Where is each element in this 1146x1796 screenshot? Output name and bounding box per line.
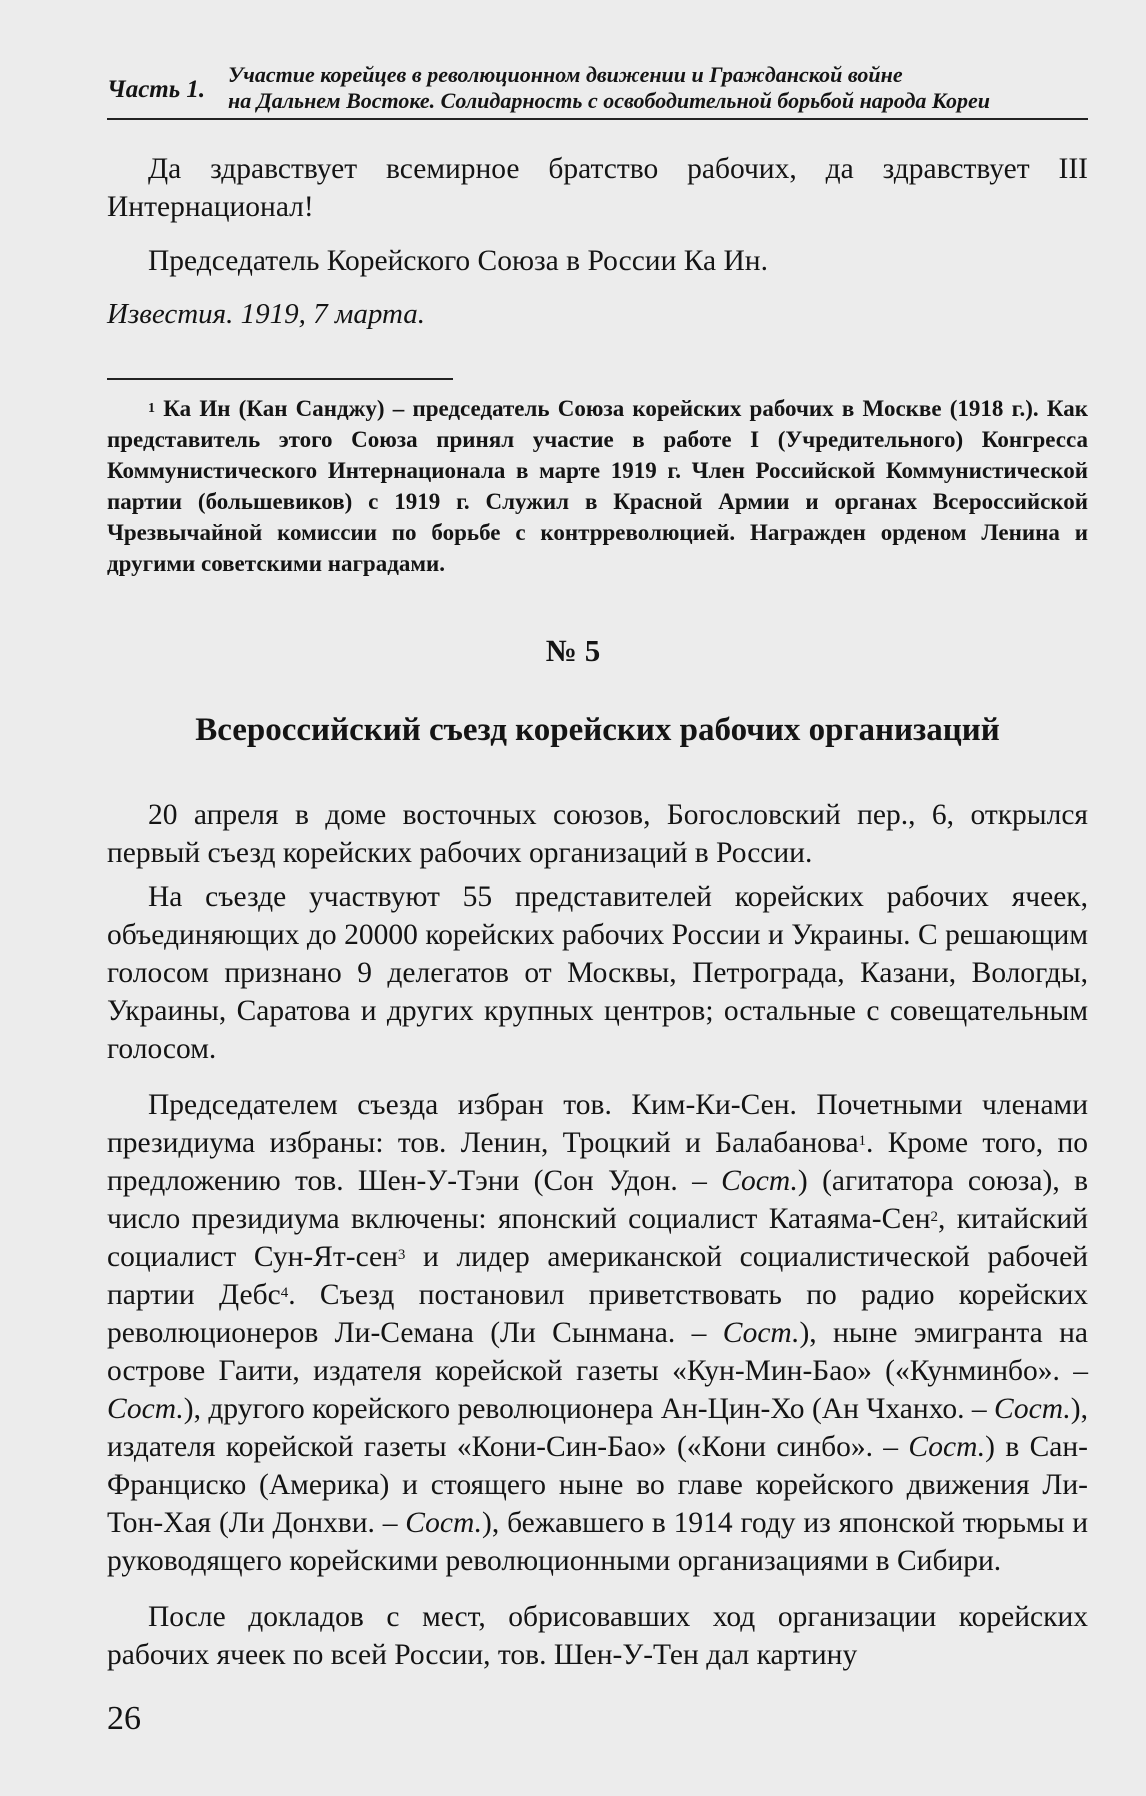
compiler-note: Сост.: [908, 1431, 986, 1463]
header-title-line-1: Участие корейцев в революционном движении и Гражданской войне: [228, 62, 903, 87]
p3-part-c: ) (агитатора союза), в число президиума включены: японский социалист Катаяма-Сен: [107, 1165, 1088, 1235]
compiler-note: Сост.: [405, 1507, 483, 1539]
header-title-line-2: на Дальнем Востоке. Солидарность с освободительной борьбой народа Кореи: [228, 88, 991, 113]
footnote-ref-4: 4: [280, 1285, 289, 1301]
top-text: [107, 150, 1088, 280]
footnote: [107, 393, 1088, 579]
body-paragraph-2: На съезде участвуют 55 представителей корейских рабочих ячеек, объединяющих до 20000 корейских рабочих России и Украины. С решающим голосом признано 9 делегатов от Москвы, Петрограда, Казани, Вологды, Украины, Саратова и других крупных центров; остальные с совещательным голосом.: [107, 881, 1088, 1065]
running-header: [107, 62, 1088, 120]
source-citation: Известия. 1919, 7 марта.: [107, 298, 426, 330]
body-paragraph-1: 20 апреля в доме восточных союзов, Богословский пер., 6, открылся первый съезд корейских рабочих организаций в России.: [107, 799, 1088, 869]
document-number: № 5: [545, 633, 601, 668]
body-text: [107, 796, 1088, 1674]
compiler-note: Сост.: [721, 1165, 798, 1197]
footnote-text: Ка Ин (Кан Санджу) – председатель Союза корейских рабочих в Москве (1918 г.). Как представитель этого Союза принял участие в работе I (Учредительного) Конгресса Коммунистического Интернационала в марте 1919 г. Член Российской Коммунистической партии (большевиков) с 1919 г. Служил в Красной Армии и органах Всероссийской Чрезвычайной комиссии по борьбе с контрреволюцией. Награжден орденом Ленина и другими советскими наградами.: [107, 396, 1088, 576]
footnote-marker: 1: [148, 401, 155, 416]
p3-part-h: ), другого корейского революционера Ан-Цин-Хо (Ан Чханхо. –: [183, 1393, 995, 1425]
footnote-ref-1: 1: [858, 1133, 867, 1149]
p3-part-a: Председателем съезда избран тов. Ким-Ки-Сен. Почетными членами президиума избраны: тов. Ленин, Троцкий и Балабанова: [107, 1089, 1088, 1159]
p3-part-j: ) в Сан-Франциско (Америка) и стоящего ныне во главе корейского движения Ли-Тон-Хая (Ли Донхви. –: [107, 1431, 1088, 1539]
body-paragraph-3: [107, 1086, 1088, 1580]
header-title: [228, 62, 1088, 114]
p3-part-f: . Съезд постановил приветствовать по радио корейских революционеров Ли-Семана (Ли Сынмана. –: [107, 1279, 1088, 1349]
p3-part-i: ), издателя корейской газеты «Кони-Син-Бао» («Кони синбо». –: [107, 1393, 1088, 1463]
compiler-note: Сост.: [994, 1393, 1071, 1425]
footnote-divider: [107, 378, 453, 380]
document-title: Всероссийский съезд корейских рабочих организаций: [195, 712, 1000, 748]
page-number: 26: [107, 1700, 141, 1737]
p3-part-e: и лидер американской социалистической рабочей партии Дебс: [107, 1241, 1089, 1311]
footnote-ref-3: 3: [397, 1247, 406, 1263]
p3-part-k: ), бежавшего в 1914 году из японской тюрьмы и руководящего корейскими революционными организациями в Сибири.: [107, 1507, 1089, 1577]
p3-part-b: . Кроме того, по предложению тов. Шен-У-Тэни (Сон Удон. –: [107, 1127, 1088, 1197]
p3-part-d: , китайский социалист Сун-Ят-сен: [107, 1203, 1088, 1273]
signature-line: Председатель Корейского Союза в России Ка Ин.: [148, 245, 768, 277]
compiler-note: Сост.: [722, 1317, 800, 1349]
footnote-ref-2: 2: [930, 1209, 939, 1225]
closing-salutation: Да здравствует всемирное братство рабочих, да здравствует III Интернационал!: [107, 153, 1088, 223]
part-label: Часть 1.: [107, 76, 206, 103]
compiler-note: Сост.: [107, 1393, 184, 1425]
p3-part-g: ), ныне эмигранта на острове Гаити, издателя корейской газеты «Кун-Мин-Бао» («Кунминбо». –: [107, 1317, 1088, 1387]
body-paragraph-4: После докладов с мест, обрисовавших ход организации корейских рабочих ячеек по всей России, тов. Шен-У-Тен дал картину: [107, 1601, 1088, 1671]
